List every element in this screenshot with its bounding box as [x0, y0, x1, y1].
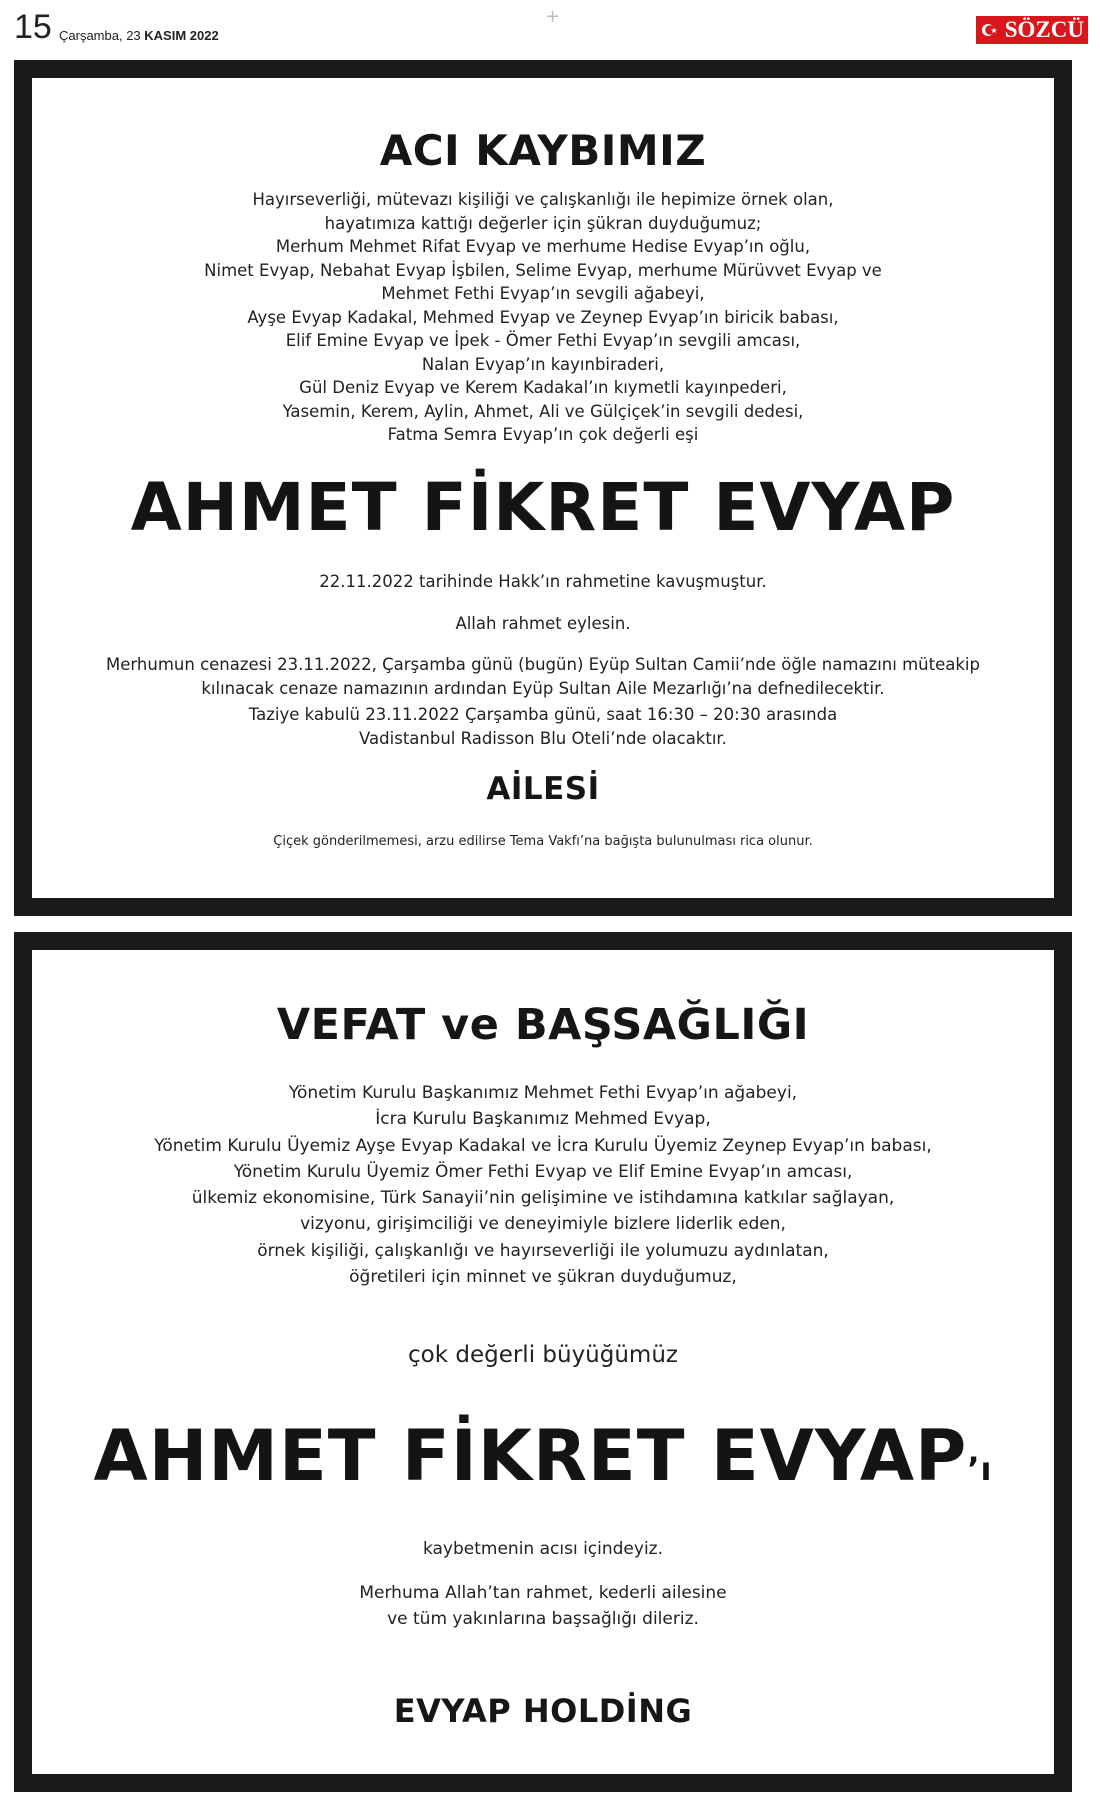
notice-subtitle: çok değerli büyüğümüz — [408, 1342, 678, 1368]
deceased-name: AHMET FİKRET EVYAP — [93, 1415, 968, 1497]
funeral-line: Merhumun cenazesi 23.11.2022, Çarşamba günü (bugün) Eyüp Sultan Camii’nde öğle namazını müteakip — [106, 655, 980, 674]
obituary-notice-family — [14, 60, 1072, 916]
footnote: Çiçek gönderilmemesi, arzu edilirse Tema Vakfı’na bağışta bulunulması rica olunur. — [273, 834, 813, 849]
intro-line: Elif Emine Evyap ve İpek - Ömer Fethi Evyap’ın sevgili amcası, — [285, 331, 801, 350]
intro-line: Nalan Evyap’ın kayınbiraderi, — [421, 354, 665, 374]
notice-body — [32, 950, 1054, 1774]
crescent-star-icon — [980, 21, 998, 39]
intro-line: öğretileri için minnet ve şükran duyduğumuz, — [349, 1267, 737, 1288]
condolence-line: Vadistanbul Radisson Blu Oteli’nde olacaktır. — [359, 728, 727, 748]
condolence-notice-company — [14, 932, 1072, 1792]
intro-line: Yönetim Kurulu Başkanımız Mehmet Fethi Evyap’ın ağabeyi, — [288, 1083, 798, 1103]
intro-line: Ayşe Evyap Kadakal, Mehmed Evyap ve Zeynep Evyap’ın biricik babası, — [247, 307, 839, 327]
issue-month-year: KASIM 2022 — [144, 28, 219, 43]
deceased-name-line — [32, 1414, 1054, 1511]
notice-title: ACI KAYBIMIZ — [379, 126, 707, 175]
deceased-name: AHMET FİKRET EVYAP — [130, 469, 956, 546]
notice-title: VEFAT ve BAŞSAĞLIĞI — [276, 1000, 810, 1050]
closing-message — [32, 1580, 1054, 1632]
condolence-info — [32, 703, 1054, 750]
intro-line: ülkemiz ekonomisine, Türk Sanayii’nin gelişimine ve istihdamına katkılar sağlayan, — [191, 1188, 895, 1209]
notice-body — [32, 78, 1054, 898]
death-date-line: 22.11.2022 tarihinde Hakk’ın rahmetine kavuşmuştur. — [319, 572, 767, 591]
intro-line: hayatımıza kattığı değerler için şükran duyduğumuz; — [324, 213, 762, 233]
intro-line: Merhum Mehmet Rifat Evyap ve merhume Hedise Evyap’ın oğlu, — [275, 237, 811, 256]
funeral-line: kılınacak cenaze namazının ardından Eyüp Sultan Aile Mezarlığı’na defnedilecektir. — [201, 678, 885, 698]
newspaper-logo — [976, 16, 1088, 44]
issue-weekday: Çarşamba, 23 — [59, 28, 141, 43]
notice-signature: AİLESİ — [486, 771, 600, 807]
closing-line: ve tüm yakınlarına başsağlığı dileriz. — [387, 1609, 699, 1629]
intro-line: Mehmet Fethi Evyap’ın sevgili ağabeyi, — [381, 284, 705, 303]
condolence-line: Taziye kabulü 23.11.2022 Çarşamba günü, saat 16:30 – 20:30 arasında — [248, 705, 838, 724]
intro-line: Yasemin, Kerem, Aylin, Ahmet, Ali ve Gülçiçek’in sevgili dedesi, — [282, 401, 804, 421]
intro-line: Fatma Semra Evyap’ın çok değerli eşi — [387, 425, 699, 444]
intro-line: Nimet Evyap, Nebahat Evyap İşbilen, Selime Evyap, merhume Mürüvvet Evyap ve — [204, 260, 882, 280]
page-number: 15 — [14, 8, 52, 46]
grief-line: kaybetmenin acısı içindeyiz. — [422, 1539, 664, 1559]
registration-mark-icon: + — [545, 6, 561, 27]
intro-line: İcra Kurulu Başkanımız Mehmed Evyap, — [375, 1109, 711, 1130]
notice-intro — [32, 188, 1054, 447]
prayer-line: Allah rahmet eylesin. — [455, 614, 631, 633]
page-header — [0, 0, 1100, 60]
intro-line: Yönetim Kurulu Üyemiz Ayşe Evyap Kadakal ve İcra Kurulu Üyemiz Zeynep Evyap’ın babası, — [154, 1135, 932, 1156]
logo-text: SÖZCÜ — [1004, 17, 1084, 42]
notice-signature: EVYAP HOLDİNG — [393, 1692, 693, 1730]
issue-date — [59, 28, 219, 43]
intro-line: vizyonu, girişimciliği ve deneyimiyle bizlere liderlik eden, — [300, 1214, 786, 1235]
closing-line: Merhuma Allah’tan rahmet, kederli ailesine — [359, 1583, 727, 1603]
funeral-info — [32, 653, 1054, 700]
intro-line: Gül Deniz Evyap ve Kerem Kadakal’ın kıymetli kayınpederi, — [299, 378, 787, 397]
intro-line: örnek kişiliği, çalışkanlığı ve hayırseverliği ile yolumuzu aydınlatan, — [257, 1240, 829, 1261]
notice-intro — [32, 1080, 1054, 1290]
intro-line: Yönetim Kurulu Üyemiz Ömer Fethi Evyap ve Elif Emine Evyap’ın amcası, — [233, 1161, 853, 1182]
intro-line: Hayırseverliği, mütevazı kişiliği ve çalışkanlığı ile hepimize örnek olan, — [252, 190, 834, 209]
name-suffix: ’ı — [967, 1450, 993, 1488]
